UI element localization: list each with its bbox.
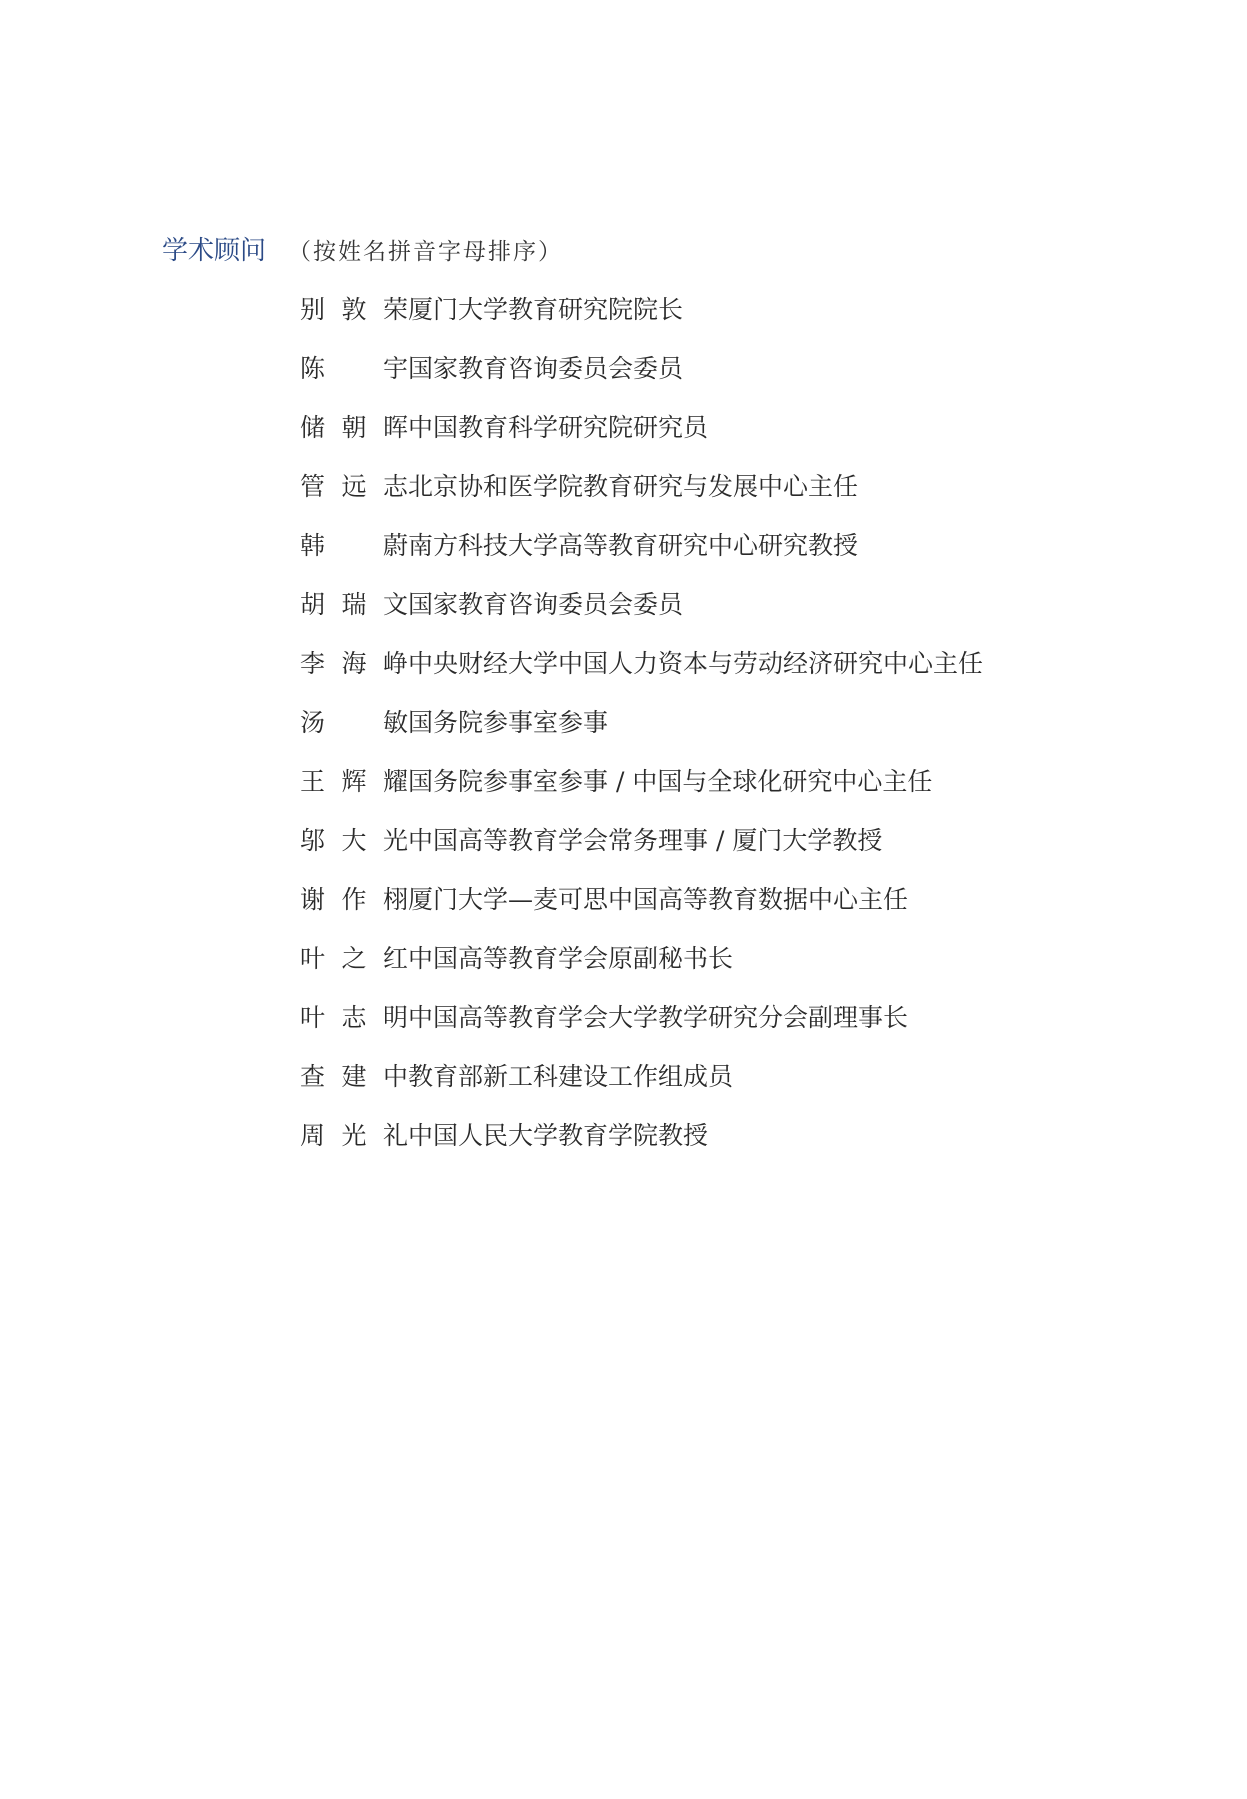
advisor-title: 中央财经大学中国人力资本与劳动经济研究中心主任 (408, 649, 984, 678)
advisor-title: 中国高等教育学会常务理事 / 厦门大学教授 (408, 826, 883, 855)
advisor-name: 陈 宇 (300, 354, 408, 383)
advisor-name: 查建中 (300, 1062, 408, 1091)
advisor-row (300, 349, 983, 408)
sort-note: （按姓名拼音字母排序） (288, 239, 564, 265)
advisor-title: 厦门大学—麦可思中国高等教育数据中心主任 (408, 885, 909, 914)
advisor-name: 谢作栩 (300, 885, 408, 914)
advisor-row (300, 821, 983, 880)
section-heading (162, 230, 563, 267)
advisor-name: 叶志明 (300, 1003, 408, 1032)
advisor-name: 李海峥 (300, 649, 408, 678)
advisor-row (300, 880, 983, 939)
advisor-title: 中国高等教育学会原副秘书长 (408, 944, 734, 973)
advisor-name: 邬大光 (300, 826, 408, 855)
advisor-title: 国家教育咨询委员会委员 (408, 354, 684, 383)
advisor-row (300, 1057, 983, 1116)
advisor-row (300, 703, 983, 762)
advisor-name: 韩 蔚 (300, 531, 408, 560)
advisor-row (300, 1116, 983, 1175)
advisor-row (300, 408, 983, 467)
advisor-title: 北京协和医学院教育研究与发展中心主任 (408, 472, 859, 501)
advisor-title: 中国人民大学教育学院教授 (408, 1121, 709, 1150)
advisor-row (300, 526, 983, 585)
advisor-name: 叶之红 (300, 944, 408, 973)
advisor-name: 胡瑞文 (300, 590, 408, 619)
advisor-name: 管远志 (300, 472, 408, 501)
advisor-name: 周光礼 (300, 1121, 408, 1150)
advisor-title: 中国高等教育学会大学教学研究分会副理事长 (408, 1003, 909, 1032)
advisor-name: 王辉耀 (300, 767, 408, 796)
advisor-name: 汤 敏 (300, 708, 408, 737)
advisor-title: 南方科技大学高等教育研究中心研究教授 (408, 531, 859, 560)
advisor-row (300, 290, 983, 349)
advisor-title: 厦门大学教育研究院院长 (408, 295, 684, 324)
advisor-title: 教育部新工科建设工作组成员 (408, 1062, 734, 1091)
advisor-title: 国家教育咨询委员会委员 (408, 590, 684, 619)
advisor-name: 储朝晖 (300, 413, 408, 442)
advisor-title: 中国教育科学研究院研究员 (408, 413, 709, 442)
advisor-row (300, 939, 983, 998)
advisor-list (300, 290, 983, 1175)
advisor-title: 国务院参事室参事 / 中国与全球化研究中心主任 (408, 767, 933, 796)
advisor-row (300, 998, 983, 1057)
advisor-name: 别敦荣 (300, 295, 408, 324)
advisor-title: 国务院参事室参事 (408, 708, 609, 737)
advisor-row (300, 467, 983, 526)
advisor-row (300, 644, 983, 703)
advisor-row (300, 762, 983, 821)
advisor-row (300, 585, 983, 644)
section-title: 学术顾问 (162, 236, 267, 266)
